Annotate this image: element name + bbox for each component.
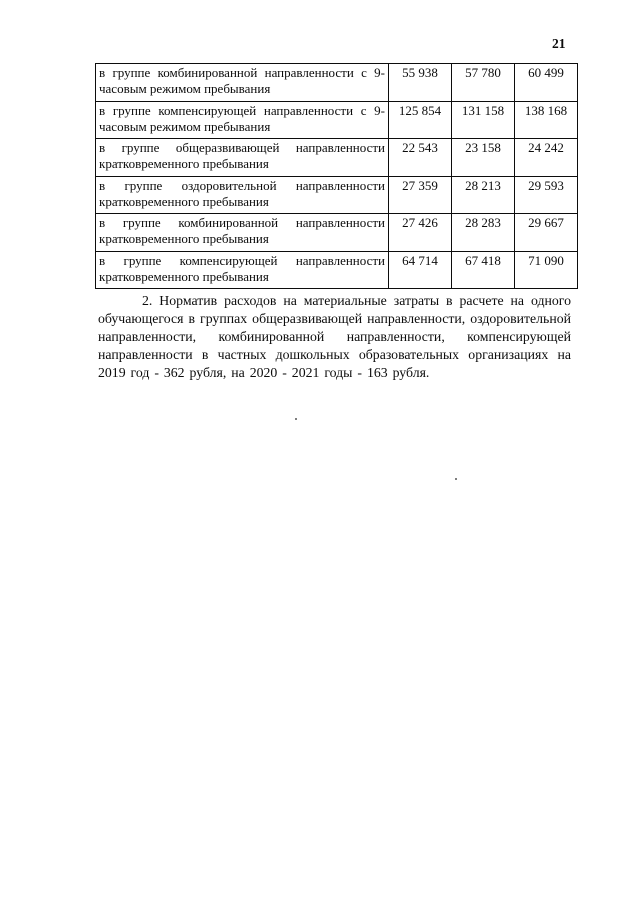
row-value-year2: 67 418 <box>452 251 515 289</box>
row-value-year3: 60 499 <box>515 64 578 102</box>
row-label: в группе компенсирующей направленности кратковременного пребывания <box>96 251 389 289</box>
row-value-year2: 28 283 <box>452 214 515 252</box>
table-row <box>96 64 578 102</box>
row-value-year2: 57 780 <box>452 64 515 102</box>
row-value-year3: 29 667 <box>515 214 578 252</box>
table-row <box>96 176 578 214</box>
row-label: в группе общеразвивающей направленности кратковременного пребывания <box>96 139 389 177</box>
row-value-year1: 55 938 <box>389 64 452 102</box>
paragraph-item-2: 2. Норматив расходов на материальные затраты в расчете на одного обучающегося в группах общеразвивающей направленности, оздоровительной направленности, комбинированной направленности, компенсирующей направленности в частных дошкольных образовательных организациях на 2019 год - 362 рубля, на 2020 - 2021 годы - 163 рубля. <box>98 293 571 380</box>
row-label: в группе комбинированной направленности кратковременного пребывания <box>96 214 389 252</box>
row-value-year1: 27 359 <box>389 176 452 214</box>
scan-artifact-dot <box>455 478 457 480</box>
row-value-year1: 22 543 <box>389 139 452 177</box>
row-value-year3: 24 242 <box>515 139 578 177</box>
table-row <box>96 101 578 139</box>
row-value-year1: 64 714 <box>389 251 452 289</box>
row-label: в группе комбинированной направленности с 9-часовым режимом пребывания <box>96 64 389 102</box>
row-value-year1: 125 854 <box>389 101 452 139</box>
row-label: в группе оздоровительной направленности кратковременного пребывания <box>96 176 389 214</box>
norms-table <box>95 63 578 289</box>
row-value-year3: 138 168 <box>515 101 578 139</box>
table-row <box>96 139 578 177</box>
scan-artifact-dot <box>295 418 297 420</box>
row-value-year1: 27 426 <box>389 214 452 252</box>
page-number: 21 <box>552 36 566 51</box>
row-value-year2: 23 158 <box>452 139 515 177</box>
table-row <box>96 251 578 289</box>
row-label: в группе компенсирующей направленности с 9-часовым режимом пребывания <box>96 101 389 139</box>
row-value-year2: 28 213 <box>452 176 515 214</box>
table-row <box>96 214 578 252</box>
row-value-year3: 29 593 <box>515 176 578 214</box>
row-value-year3: 71 090 <box>515 251 578 289</box>
row-value-year2: 131 158 <box>452 101 515 139</box>
